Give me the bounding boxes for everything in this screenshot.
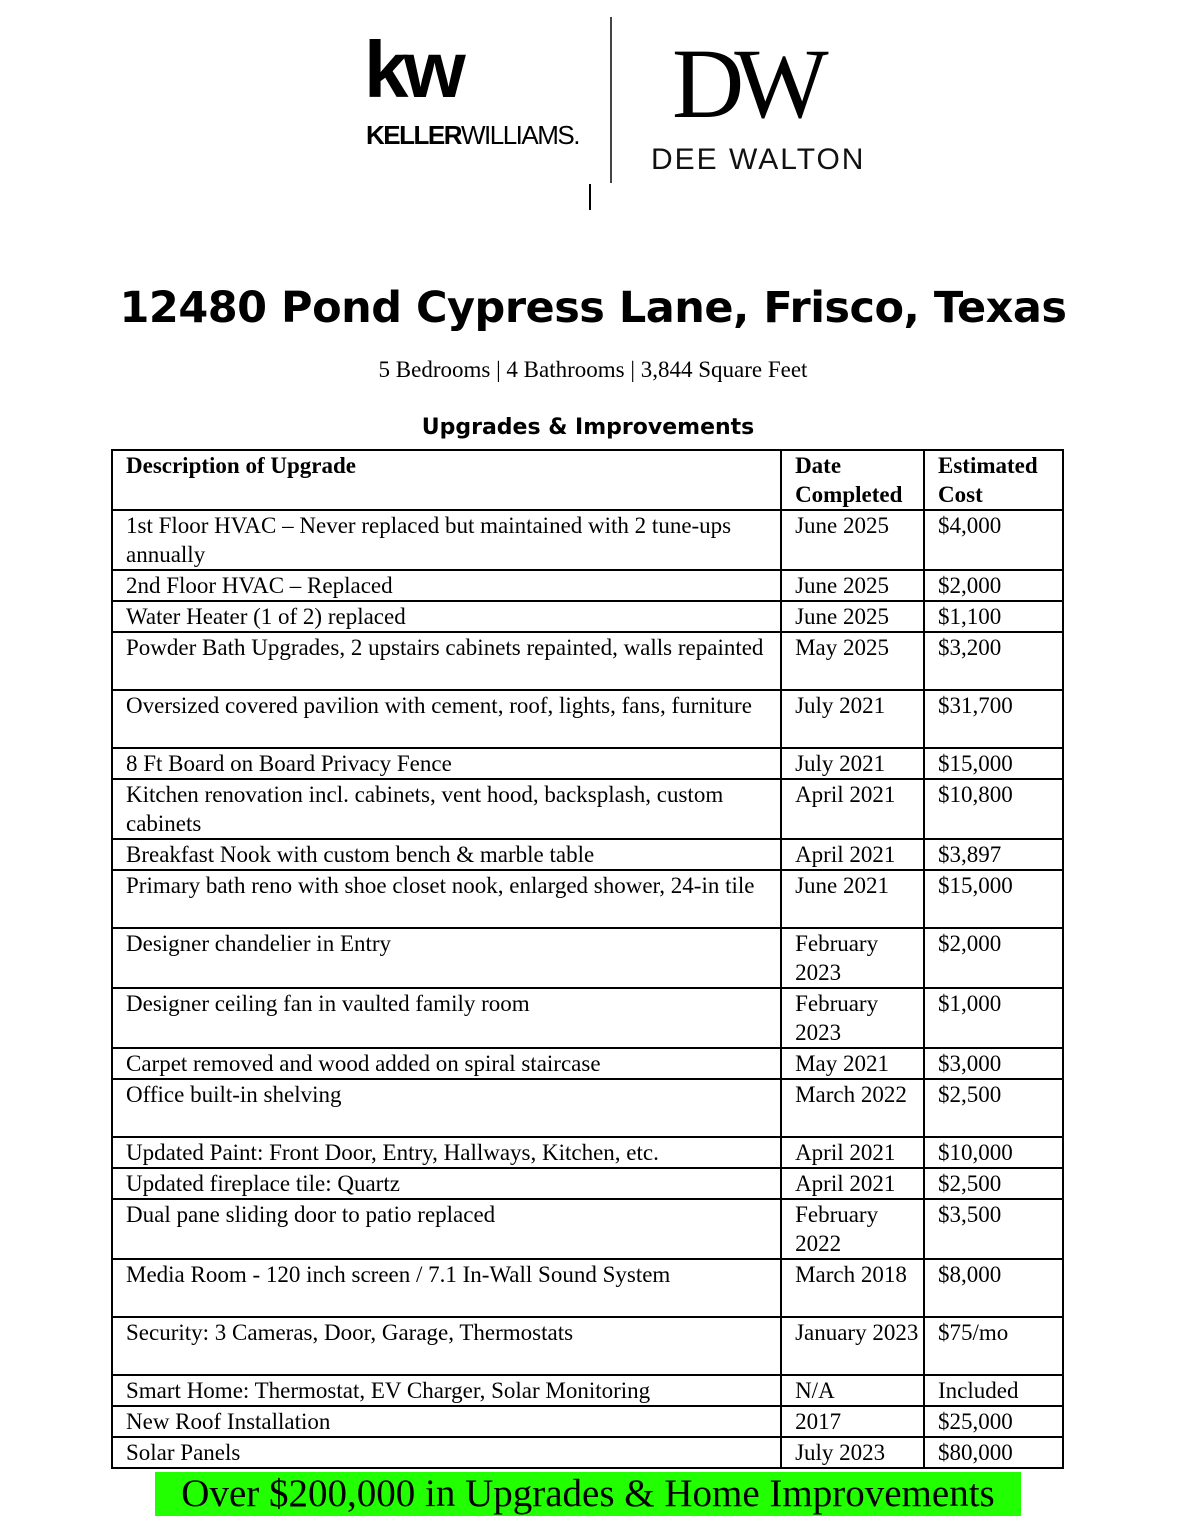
cell-description: Oversized covered pavilion with cement, roof, lights, fans, furniture (112, 690, 781, 748)
table-row (112, 928, 1063, 988)
dee-walton-logo-text: DEE WALTON (651, 143, 866, 176)
cell-cost: $3,897 (924, 839, 1063, 870)
cell-description: Dual pane sliding door to patio replaced (112, 1199, 781, 1259)
table-header-row (112, 450, 1063, 510)
cell-date: N/A (781, 1375, 924, 1406)
cell-description: 1st Floor HVAC – Never replaced but maintained with 2 tune-ups annually (112, 510, 781, 570)
cell-cost: $3,500 (924, 1199, 1063, 1259)
page-title: 12480 Pond Cypress Lane, Frisco, Texas (119, 283, 1067, 333)
cell-cost: $3,000 (924, 1048, 1063, 1079)
cell-cost: $3,200 (924, 632, 1063, 690)
cell-cost: $2,000 (924, 570, 1063, 601)
cell-description: Designer ceiling fan in vaulted family room (112, 988, 781, 1048)
table-row (112, 690, 1063, 748)
header-cost: Estimated Cost (924, 450, 1063, 510)
table-row (112, 1406, 1063, 1437)
keller-williams-logo-text: KELLERWILLIAMS. (366, 120, 579, 150)
table-row (112, 1048, 1063, 1079)
cell-description: Smart Home: Thermostat, EV Charger, Solar Monitoring (112, 1375, 781, 1406)
cell-cost: $31,700 (924, 690, 1063, 748)
section-title: Upgrades & Improvements (421, 415, 755, 440)
table-row (112, 1137, 1063, 1168)
cell-cost: $15,000 (924, 870, 1063, 928)
table-row (112, 1079, 1063, 1137)
cell-date: February 2023 (781, 988, 924, 1048)
cell-cost: $15,000 (924, 748, 1063, 779)
upgrades-table (111, 449, 1064, 1469)
table-row (112, 632, 1063, 690)
cell-description: Water Heater (1 of 2) replaced (112, 601, 781, 632)
cell-description: Security: 3 Cameras, Door, Garage, Thermostats (112, 1317, 781, 1375)
cell-cost: $1,000 (924, 988, 1063, 1048)
cell-date: July 2021 (781, 748, 924, 779)
cell-date: April 2021 (781, 839, 924, 870)
cell-date: February 2023 (781, 928, 924, 988)
cell-date: May 2025 (781, 632, 924, 690)
table-row (112, 570, 1063, 601)
logo-header (0, 0, 1186, 230)
table-row (112, 510, 1063, 570)
table-and-banner (111, 449, 1064, 1516)
cell-date: July 2021 (781, 690, 924, 748)
cell-date: April 2021 (781, 779, 924, 839)
property-summary: 5 Bedrooms | 4 Bathrooms | 3,844 Square Feet (378, 357, 808, 382)
table-row (112, 1375, 1063, 1406)
cell-date: June 2025 (781, 570, 924, 601)
cell-cost: $80,000 (924, 1437, 1063, 1468)
cell-description: Kitchen renovation incl. cabinets, vent hood, backsplash, custom cabinets (112, 779, 781, 839)
dee-walton-logo-mark: DW (672, 28, 819, 139)
cell-description: 8 Ft Board on Board Privacy Fence (112, 748, 781, 779)
table-row (112, 1437, 1063, 1468)
cell-cost: $2,500 (924, 1168, 1063, 1199)
cell-description: Carpet removed and wood added on spiral staircase (112, 1048, 781, 1079)
cell-description: Office built-in shelving (112, 1079, 781, 1137)
cell-cost: $2,500 (924, 1079, 1063, 1137)
cell-date: June 2025 (781, 510, 924, 570)
table-row (112, 870, 1063, 928)
table-row (112, 1199, 1063, 1259)
table-row (112, 779, 1063, 839)
cell-cost: $8,000 (924, 1259, 1063, 1317)
cell-cost: $10,800 (924, 779, 1063, 839)
cell-date: January 2023 (781, 1317, 924, 1375)
total-upgrades-banner: Over $200,000 in Upgrades & Home Improvements (155, 1472, 1021, 1516)
cell-date: March 2018 (781, 1259, 924, 1317)
cell-cost: $25,000 (924, 1406, 1063, 1437)
cell-date: April 2021 (781, 1137, 924, 1168)
cell-date: June 2025 (781, 601, 924, 632)
header-description: Description of Upgrade (112, 450, 781, 510)
cell-description: New Roof Installation (112, 1406, 781, 1437)
cell-description: Solar Panels (112, 1437, 781, 1468)
cell-date: June 2021 (781, 870, 924, 928)
cell-description: Updated fireplace tile: Quartz (112, 1168, 781, 1199)
keller-williams-logo-mark: kw (364, 25, 461, 114)
table-row (112, 1317, 1063, 1375)
cell-description: Powder Bath Upgrades, 2 upstairs cabinets repainted, walls repainted (112, 632, 781, 690)
cell-cost: $2,000 (924, 928, 1063, 988)
cell-cost: $1,100 (924, 601, 1063, 632)
table-row (112, 988, 1063, 1048)
cell-cost: $10,000 (924, 1137, 1063, 1168)
table-row (112, 601, 1063, 632)
cell-description: Breakfast Nook with custom bench & marble table (112, 839, 781, 870)
cell-description: 2nd Floor HVAC – Replaced (112, 570, 781, 601)
cell-cost: $4,000 (924, 510, 1063, 570)
table-row (112, 748, 1063, 779)
cell-cost: Included (924, 1375, 1063, 1406)
cell-description: Primary bath reno with shoe closet nook, enlarged shower, 24-in tile (112, 870, 781, 928)
header-date: Date Completed (781, 450, 924, 510)
cell-date: March 2022 (781, 1079, 924, 1137)
table-row (112, 1168, 1063, 1199)
cell-cost: $75/mo (924, 1317, 1063, 1375)
text-cursor-mark (589, 184, 591, 210)
cell-date: May 2021 (781, 1048, 924, 1079)
cell-date: April 2021 (781, 1168, 924, 1199)
table-row (112, 839, 1063, 870)
table-row (112, 1259, 1063, 1317)
cell-date: February 2022 (781, 1199, 924, 1259)
cell-description: Updated Paint: Front Door, Entry, Hallways, Kitchen, etc. (112, 1137, 781, 1168)
cell-description: Designer chandelier in Entry (112, 928, 781, 988)
cell-date: 2017 (781, 1406, 924, 1437)
logo-divider (610, 17, 612, 183)
cell-description: Media Room - 120 inch screen / 7.1 In-Wall Sound System (112, 1259, 781, 1317)
cell-date: July 2023 (781, 1437, 924, 1468)
